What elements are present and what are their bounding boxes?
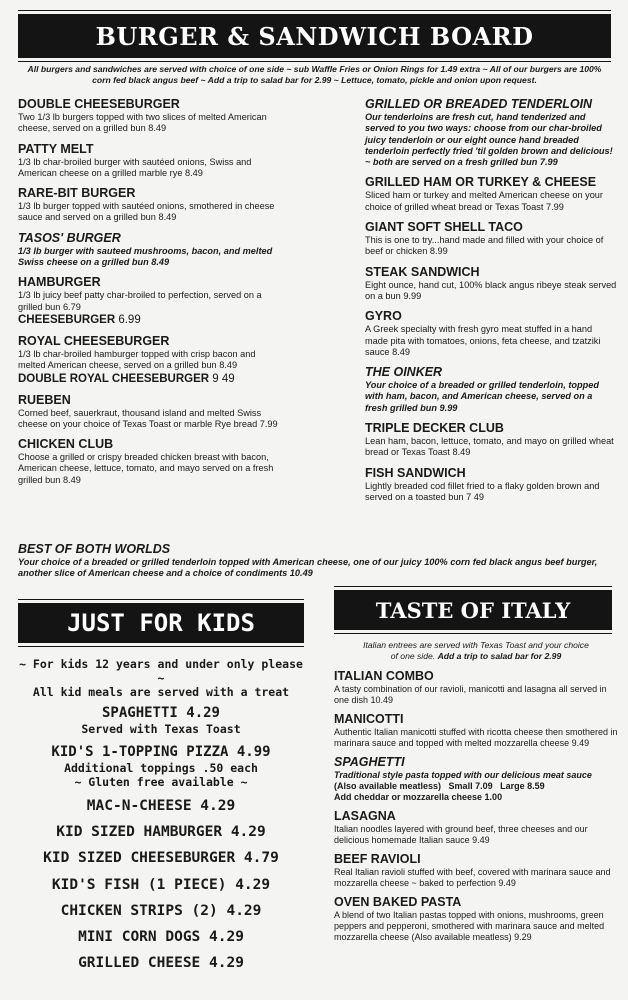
item-name: MANICOTTI bbox=[334, 712, 404, 726]
menu-item bbox=[18, 231, 280, 269]
item-desc: Sliced ham or turkey and melted American cheese on your choice of grilled wheat bread or Texas Toast 7.99 bbox=[365, 190, 603, 212]
item-desc: Corned beef, sauerkraut, thousand island and melted Swiss cheese on your choice of Texas Toast or marble Rye bread 7.99 bbox=[18, 407, 278, 429]
kids-item: KID SIZED CHEESEBURGER 4.79 bbox=[43, 850, 279, 867]
intro-line-1: All burgers and sandwiches are served with choice of one side ~ sub Waffle Fries or Onion Rings for 1.49 extra ~ All of our burgers are 100% bbox=[27, 64, 602, 74]
menu-item bbox=[18, 97, 280, 135]
menu-item bbox=[334, 809, 618, 846]
menu-item bbox=[18, 142, 280, 180]
item-desc: A tasty combination of our ravioli, manicotti and lasagna all served in one dish 10.49 bbox=[334, 684, 607, 705]
kids-item: MINI CORN DOGS 4.29 bbox=[78, 928, 244, 945]
item-variant bbox=[18, 313, 280, 327]
kids-item: CHICKEN STRIPS (2) 4.29 bbox=[60, 902, 262, 919]
best-of-both-worlds bbox=[18, 542, 618, 580]
item-name: SPAGHETTI bbox=[334, 755, 405, 769]
kids-pizza-sub-2: ~ Gluten free available ~ bbox=[74, 775, 248, 789]
italy-note-2b: Add a trip to salad bar for 2.99 bbox=[437, 651, 562, 661]
item-name: DOUBLE CHEESEBURGER bbox=[18, 97, 180, 111]
item-desc: Italian noodles layered with ground beef, three cheeses and our delicious homemade Italian sauce 9.49 bbox=[334, 824, 588, 845]
item-desc: Your choice of a breaded or grilled tenderloin, topped with ham, bacon, and American cheese, served on a fresh grilled bun 9.99 bbox=[365, 380, 599, 413]
item-desc: 1/3 lb burger topped with sautéed onions, smothered in cheese sauce and served on a grilled bun 8.49 bbox=[18, 201, 275, 223]
kids-item: MAC-N-CHEESE 4.29 bbox=[86, 798, 236, 814]
item-name: FISH SANDWICH bbox=[365, 465, 466, 480]
item-name: BEST OF BOTH WORLDS bbox=[18, 542, 171, 556]
item-desc: Traditional style pasta topped with our delicious meat sauce bbox=[334, 770, 592, 780]
item-name: TRIPLE DECKER CLUB bbox=[365, 421, 504, 436]
item-name: OVEN BAKED PASTA bbox=[334, 895, 462, 909]
italy-note-2 bbox=[334, 651, 618, 662]
burger-board-intro bbox=[18, 64, 611, 86]
kids-menu bbox=[18, 657, 304, 981]
item-desc: 1/3 lb char-broiled hamburger topped with crisp bacon and melted American cheese, served on a grilled bun 8.49 bbox=[18, 348, 256, 371]
italy-title: TASTE OF ITALY bbox=[375, 597, 571, 623]
item-name: PATTY MELT bbox=[18, 141, 94, 156]
item-desc-3: Add cheddar or mozzarella cheese 1.00 bbox=[334, 792, 503, 802]
variant-price: 6.99 bbox=[118, 313, 141, 326]
item-desc: A Greek specialty with fresh gyro meat stuffed in a hand made pita with tomatoes, onions, feta cheese, and tzatziki sauce 8.49 bbox=[365, 324, 601, 357]
menu-item bbox=[365, 220, 617, 258]
item-name: GRILLED OR BREADED TENDERLOIN bbox=[365, 97, 593, 111]
kids-pizza-sub-1: Additional toppings .50 each bbox=[64, 761, 258, 775]
item-variant bbox=[18, 372, 280, 386]
item-name: BEEF RAVIOLI bbox=[334, 852, 421, 866]
kids-spaghetti: SPAGHETTI 4.29 bbox=[101, 705, 220, 721]
burger-board-banner bbox=[18, 14, 611, 58]
burger-left-column bbox=[18, 97, 280, 493]
item-desc: Choose a grilled or crispy breaded chicken breast with bacon, American cheese, lettuce, tomato, and mayo served on a fresh grilled bun 8.49 bbox=[18, 452, 274, 485]
burger-board-title: BURGER & SANDWICH BOARD bbox=[95, 21, 534, 51]
menu-item bbox=[365, 309, 617, 358]
item-desc: Lean ham, bacon, lettuce, tomato, and mayo on grilled wheat bread or Texas Toast 8.49 bbox=[365, 436, 614, 458]
kids-note-1: ~ For kids 12 years and under only please ~ bbox=[19, 657, 303, 685]
menu-item bbox=[365, 175, 617, 213]
item-desc-2: (Also available meatless) Small 7.09 Large 8.59 bbox=[334, 781, 545, 791]
kids-item: GRILLED CHEESE 4.29 bbox=[78, 955, 244, 972]
italy-item-list bbox=[334, 669, 618, 943]
item-desc: 1/3 lb char-broiled burger with sautéed onions, Swiss and American cheese on a grilled marble rye 8.49 bbox=[18, 156, 252, 178]
item-desc: Your choice of a breaded or grilled tenderloin topped with American cheese, one of our juicy 100% corn fed black angus beef burger, another slice of American cheese and a choice of condiments 10.49 bbox=[18, 557, 598, 579]
italy-note bbox=[334, 640, 618, 662]
item-name: GIANT SOFT SHELL TACO bbox=[365, 220, 523, 235]
kids-item-list bbox=[18, 798, 304, 971]
italy-menu bbox=[334, 640, 618, 949]
item-name: STEAK SANDWICH bbox=[365, 264, 480, 279]
item-desc: 1/3 lb juicy beef patty char-broiled to perfection, served on a grilled bun 6.79 bbox=[18, 290, 262, 312]
variant-price: 9 49 bbox=[212, 372, 235, 385]
italy-banner bbox=[334, 590, 612, 630]
kids-title: JUST FOR KIDS bbox=[67, 609, 255, 637]
menu-item bbox=[334, 669, 618, 706]
menu-item bbox=[18, 334, 280, 386]
variant-name: DOUBLE ROYAL CHEESEBURGER bbox=[18, 372, 210, 385]
burger-right-column bbox=[365, 97, 617, 510]
menu-item bbox=[365, 421, 617, 459]
item-desc: A blend of two Italian pastas topped with onions, mushrooms, green peppers and pepperoni, smothered with marinara sauce and melted mozzarella cheese (Also available meatless) 9.29 bbox=[334, 910, 605, 942]
kids-item: KID'S FISH (1 PIECE) 4.29 bbox=[51, 876, 271, 893]
kids-note-2: All kid meals are served with a treat bbox=[32, 685, 290, 699]
menu-item bbox=[365, 97, 617, 168]
item-name: TASOS' BURGER bbox=[18, 230, 121, 245]
menu-item bbox=[18, 437, 280, 486]
item-name: ROYAL CHEESEBURGER bbox=[18, 333, 170, 348]
menu-item bbox=[334, 755, 618, 803]
item-name: CHICKEN CLUB bbox=[18, 437, 114, 452]
kids-pizza: KID'S 1-TOPPING PIZZA 4.99 bbox=[51, 744, 271, 760]
kids-spaghetti-sub: Served with Texas Toast bbox=[81, 722, 241, 736]
item-name: HAMBURGER bbox=[18, 275, 101, 290]
menu-item bbox=[365, 365, 617, 414]
item-desc: Eight ounce, hand cut, 100% black angus ribeye steak served on a bun 9.99 bbox=[365, 279, 617, 301]
italy-note-2a: of one side. bbox=[390, 651, 436, 661]
item-desc: Lightly breaded cod fillet fried to a flaky golden brown and served on a toasted bun 7 49 bbox=[365, 480, 600, 502]
item-name: GYRO bbox=[365, 309, 402, 324]
item-desc: Real Italian ravioli stuffed with beef, covered with marinara sauce and mozzarella cheese ~ baked to perfection 9.49 bbox=[334, 867, 611, 888]
kids-item: KID SIZED HAMBURGER 4.29 bbox=[56, 824, 266, 841]
item-name: ITALIAN COMBO bbox=[334, 669, 434, 683]
item-name: GRILLED HAM OR TURKEY & CHEESE bbox=[365, 175, 597, 190]
menu-item bbox=[365, 265, 617, 303]
menu-item bbox=[334, 895, 618, 943]
item-desc: Our tenderloins are fresh cut, hand tenderized and served to you two ways: choose from our char-broiled juicy tenderloin or our eight ounce hand breaded tenderloin perfectly fried 'til golden brown and delicious! ~ both are served on a fresh grilled bun 7.99 bbox=[365, 112, 613, 168]
kids-banner bbox=[18, 603, 304, 643]
item-desc: This is one to try...hand made and filled with your choice of beef or chicken 8.99 bbox=[365, 235, 604, 257]
item-desc: Authentic Italian manicotti stuffed with ricotta cheese then smothered in marinara sauce and topped with melted mozzarella cheese 9.49 bbox=[334, 727, 618, 748]
menu-item bbox=[18, 186, 280, 224]
item-name: RARE-BIT BURGER bbox=[18, 186, 136, 201]
item-name: LASAGNA bbox=[334, 809, 396, 823]
item-name: THE OINKER bbox=[365, 365, 443, 380]
menu-item bbox=[365, 466, 617, 504]
italy-note-1: Italian entrees are served with Texas Toast and your choice bbox=[363, 640, 589, 650]
item-desc: 1/3 lb burger with sauteed mushrooms, bacon, and melted Swiss cheese on a grilled bun 8.49 bbox=[18, 245, 273, 268]
menu-item bbox=[334, 852, 618, 889]
item-name: RUEBEN bbox=[18, 392, 71, 407]
item-desc: Two 1/3 lb burgers topped with two slices of melted American cheese, served on a grilled bun 8.49 bbox=[18, 112, 267, 134]
variant-name: CHEESEBURGER bbox=[18, 313, 116, 326]
intro-line-2: corn fed black angus beef ~ Add a trip to salad bar for 2.99 ~ Lettuce, tomato, pickle and onion upon request. bbox=[92, 75, 537, 85]
menu-item bbox=[334, 712, 618, 749]
menu-item bbox=[18, 275, 280, 327]
menu-item bbox=[18, 393, 280, 431]
